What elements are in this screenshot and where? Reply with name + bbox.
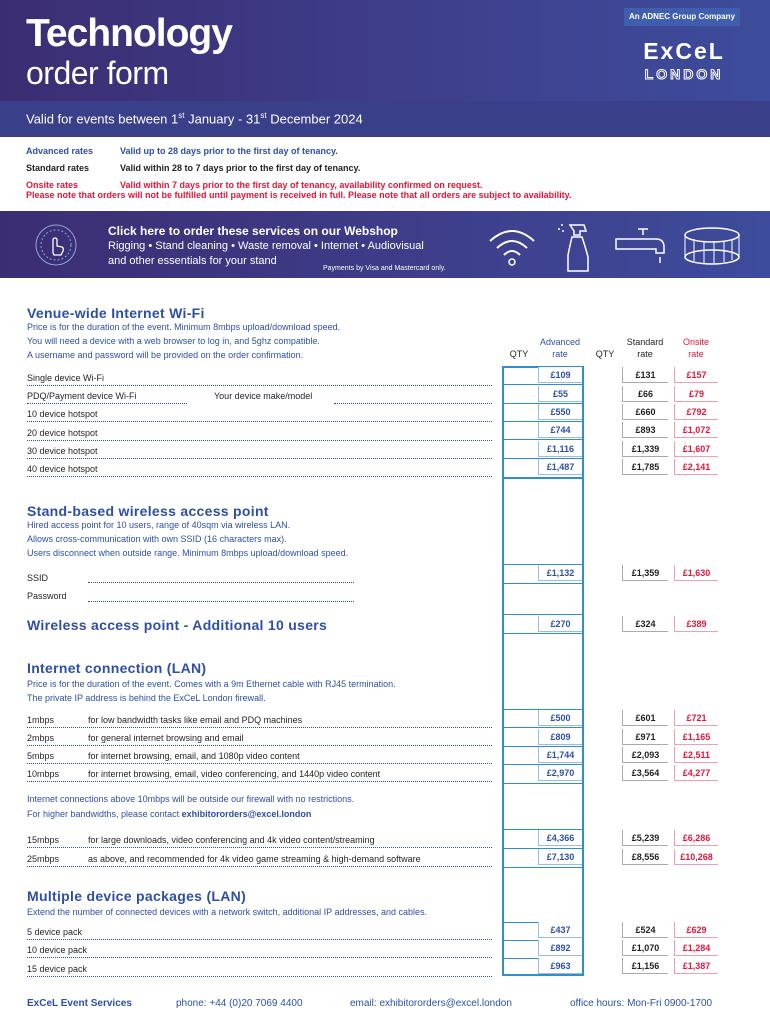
price-onsite: £1,284 <box>674 940 718 956</box>
standard-rate-header: Standard rate <box>626 337 664 359</box>
price-advanced: £963 <box>538 958 582 974</box>
advanced-rate-header: Advanced rate <box>539 337 581 359</box>
make-model-label: Your device make/model <box>214 391 313 401</box>
wifi-row-40: 40 device hotspot <box>27 464 98 474</box>
row-divider <box>27 745 492 746</box>
price-standard: £131 <box>622 367 668 383</box>
touch-icon <box>34 223 78 267</box>
lan-row-desc: for low bandwidth tasks like email and PDQ machines <box>88 715 303 725</box>
price-advanced: £109 <box>538 367 582 383</box>
make-model-field[interactable] <box>334 403 492 404</box>
price-standard: £893 <box>622 422 668 438</box>
price-advanced: £437 <box>538 922 582 938</box>
packages-description: Extend the number of connected devices with a network switch, additional IP addresses, and cables. <box>27 907 428 917</box>
price-advanced: £1,132 <box>538 565 582 581</box>
wap-description: Hired access point for 10 users, range of 40sqm via wireless LAN. Allows cross-communication with own SSID (16 characters max). Users disconnect when outside range. Minimum 8mbps upload/download speed. <box>27 520 349 558</box>
london-logo: LONDON <box>644 66 724 82</box>
row-divider <box>27 939 492 940</box>
price-advanced: £55 <box>538 386 582 402</box>
price-onsite: £1,387 <box>674 958 718 974</box>
price-advanced: £500 <box>538 710 582 726</box>
lan-row-label: 10mbps <box>27 769 60 779</box>
price-onsite: £721 <box>674 710 718 726</box>
footer-brand: ExCeL Event Services <box>27 998 132 1009</box>
price-advanced: £809 <box>538 729 582 745</box>
banner-services-2: and other essentials for your stand <box>108 255 277 267</box>
qty-cell <box>502 867 584 868</box>
price-standard: £524 <box>622 922 668 938</box>
lan-row-label: 15mbps <box>27 835 60 845</box>
price-advanced: £1,487 <box>538 459 582 475</box>
row-divider <box>27 781 492 782</box>
price-standard: £601 <box>622 710 668 726</box>
contact-email-link[interactable]: exhibitororders@excel.london <box>181 809 312 819</box>
banner-payment-note: Payments by Visa and Mastercard only. <box>323 265 446 272</box>
qty-header-2: QTY <box>595 349 615 359</box>
price-onsite: £389 <box>674 616 718 632</box>
rate-onsite: Onsite rates Valid within 7 days prior to the first day of tenancy, availability confirmed on request. <box>26 180 483 190</box>
wifi-row-20: 20 device hotspot <box>27 428 98 438</box>
price-standard: £324 <box>622 616 668 632</box>
price-advanced: £744 <box>538 422 582 438</box>
row-divider <box>27 763 492 764</box>
packages-section-title: Multiple device packages (LAN) <box>27 888 247 904</box>
price-standard: £5,239 <box>622 830 668 846</box>
lan-row-label: 1mbps <box>27 715 55 725</box>
price-advanced: £7,130 <box>538 849 582 865</box>
wifi-row-single: Single device Wi-Fi <box>27 373 105 383</box>
password-field[interactable] <box>88 601 354 602</box>
qty-cell <box>502 583 584 584</box>
tap-icon <box>614 225 670 271</box>
lan-row-desc: for general internet browsing and email <box>88 733 244 743</box>
price-onsite: £2,141 <box>674 459 718 475</box>
excel-logo: ExCeL <box>643 38 725 64</box>
price-standard: £8,556 <box>622 849 668 865</box>
payment-note: Please note that orders will not be fulfilled until payment is received in full. Please note that all orders are subject to availability. <box>26 190 572 200</box>
row-divider <box>27 440 492 441</box>
qty-header-1: QTY <box>509 349 529 359</box>
title-line1: Technology <box>26 12 232 55</box>
lan-row-desc: for large downloads, video conferencing and 4k video content/streaming <box>88 835 375 845</box>
row-divider <box>27 421 492 422</box>
wifi-section-title: Venue-wide Internet Wi-Fi <box>27 305 205 321</box>
row-divider <box>27 847 492 848</box>
price-advanced: £550 <box>538 404 582 420</box>
row-divider <box>27 727 492 728</box>
price-standard: £971 <box>622 729 668 745</box>
rate-standard: Standard rates Valid within 28 to 7 days prior to the first day of tenancy. <box>26 163 361 173</box>
price-advanced: £4,366 <box>538 830 582 846</box>
row-divider <box>27 976 492 977</box>
ssid-field[interactable] <box>88 582 354 583</box>
wifi-row-30: 30 device hotspot <box>27 446 98 456</box>
wifi-row-pdq: PDQ/Payment device Wi-Fi <box>27 391 137 401</box>
price-advanced: £270 <box>538 616 582 632</box>
price-advanced: £2,970 <box>538 765 582 781</box>
price-onsite: £4,277 <box>674 765 718 781</box>
validity-text: Valid for events between 1st January - 31st December 2024 <box>26 111 363 127</box>
price-onsite: £1,607 <box>674 441 718 457</box>
title-line2: order form <box>26 55 169 91</box>
price-standard: £1,785 <box>622 459 668 475</box>
price-onsite: £157 <box>674 367 718 383</box>
row-divider <box>27 403 187 404</box>
adnec-badge: An ADNEC Group Company <box>624 8 740 26</box>
row-divider <box>27 458 492 459</box>
wap-section-title: Stand-based wireless access point <box>27 503 269 519</box>
price-advanced: £1,116 <box>538 441 582 457</box>
lan-section-title: Internet connection (LAN) <box>27 660 207 676</box>
lan-row-label: 2mbps <box>27 733 55 743</box>
validity-bar <box>0 101 770 137</box>
spray-bottle-icon <box>556 221 600 273</box>
qty-cell <box>502 614 584 615</box>
price-standard: £3,564 <box>622 765 668 781</box>
qty-cell <box>502 727 584 728</box>
price-onsite: £1,630 <box>674 565 718 581</box>
lan-row-label: 5mbps <box>27 751 55 761</box>
price-standard: £660 <box>622 404 668 420</box>
price-onsite: £792 <box>674 404 718 420</box>
package-row-label: 15 device pack <box>27 964 88 974</box>
footer-hours: office hours: Mon-Fri 0900-1700 <box>570 998 713 1009</box>
price-standard: £1,339 <box>622 441 668 457</box>
price-standard: £1,156 <box>622 958 668 974</box>
wifi-icon <box>486 223 538 267</box>
row-divider <box>27 476 492 477</box>
price-standard: £1,070 <box>622 940 668 956</box>
rate-advanced: Advanced rates Valid up to 28 days prior to the first day of tenancy. <box>26 146 338 156</box>
wifi-row-10: 10 device hotspot <box>27 409 98 419</box>
qty-cell <box>502 633 584 634</box>
price-advanced: £892 <box>538 940 582 956</box>
password-label: Password <box>27 591 67 601</box>
footer-phone[interactable]: phone: +44 (0)20 7069 4400 <box>176 998 303 1009</box>
onsite-rate-header: Onsite rate <box>682 337 709 359</box>
qty-cell <box>502 384 584 385</box>
package-row-label: 10 device pack <box>27 945 88 955</box>
page-header <box>0 0 770 101</box>
lan-row-desc: for internet browsing, email, video conferencing, and 1440p video content <box>88 769 381 779</box>
price-advanced: £1,744 <box>538 747 582 763</box>
lan-row-desc: as above, and recommended for 4k video game streaming & high-demand software <box>88 854 421 864</box>
price-standard: £2,093 <box>622 747 668 763</box>
qty-cell <box>502 439 584 440</box>
price-onsite: £1,165 <box>674 729 718 745</box>
price-onsite: £6,286 <box>674 830 718 846</box>
qty-cell <box>502 478 584 479</box>
ssid-label: SSID <box>27 573 49 583</box>
webshop-banner[interactable] <box>0 211 770 278</box>
price-standard: £1,359 <box>622 565 668 581</box>
banner-services: Rigging • Stand cleaning • Waste removal • Internet • Audiovisual <box>108 240 424 252</box>
price-onsite: £1,072 <box>674 422 718 438</box>
package-row-label: 5 device pack <box>27 927 83 937</box>
price-onsite: £79 <box>674 386 718 402</box>
lan-note: Internet connections above 10mbps will be outside our firewall with no restrictions. For higher bandwidths, please contact exhibitororders@excel.london <box>27 794 355 819</box>
lan-row-desc: for internet browsing, email, and 1080p video content <box>88 751 300 761</box>
footer-email[interactable]: email: exhibitororders@excel.london <box>350 998 512 1009</box>
lan-row-label: 25mbps <box>27 854 60 864</box>
row-divider <box>27 866 492 867</box>
lan-description: Price is for the duration of the event. Comes with a 9m Ethernet cable with RJ45 termination. The private IP address is behind the ExCeL London firewall. <box>27 679 396 703</box>
webshop-link[interactable]: Click here to order these services on our Webshop <box>108 224 398 238</box>
qty-cell <box>502 783 584 784</box>
wap-extra-title: Wireless access point - Additional 10 users <box>27 617 328 633</box>
truss-icon <box>682 225 742 267</box>
row-divider <box>27 957 492 958</box>
wifi-description: Price is for the duration of the event. Minimum 8mbps upload/download speed. You will need a device with a web browser to log in, and 5ghz compatible. A username and password will be provided on the order confirmation. <box>27 322 341 360</box>
price-onsite: £10,268 <box>674 849 718 865</box>
price-onsite: £2,511 <box>674 747 718 763</box>
row-divider <box>27 385 492 386</box>
price-onsite: £629 <box>674 922 718 938</box>
rates-legend <box>26 143 482 194</box>
price-standard: £66 <box>622 386 668 402</box>
